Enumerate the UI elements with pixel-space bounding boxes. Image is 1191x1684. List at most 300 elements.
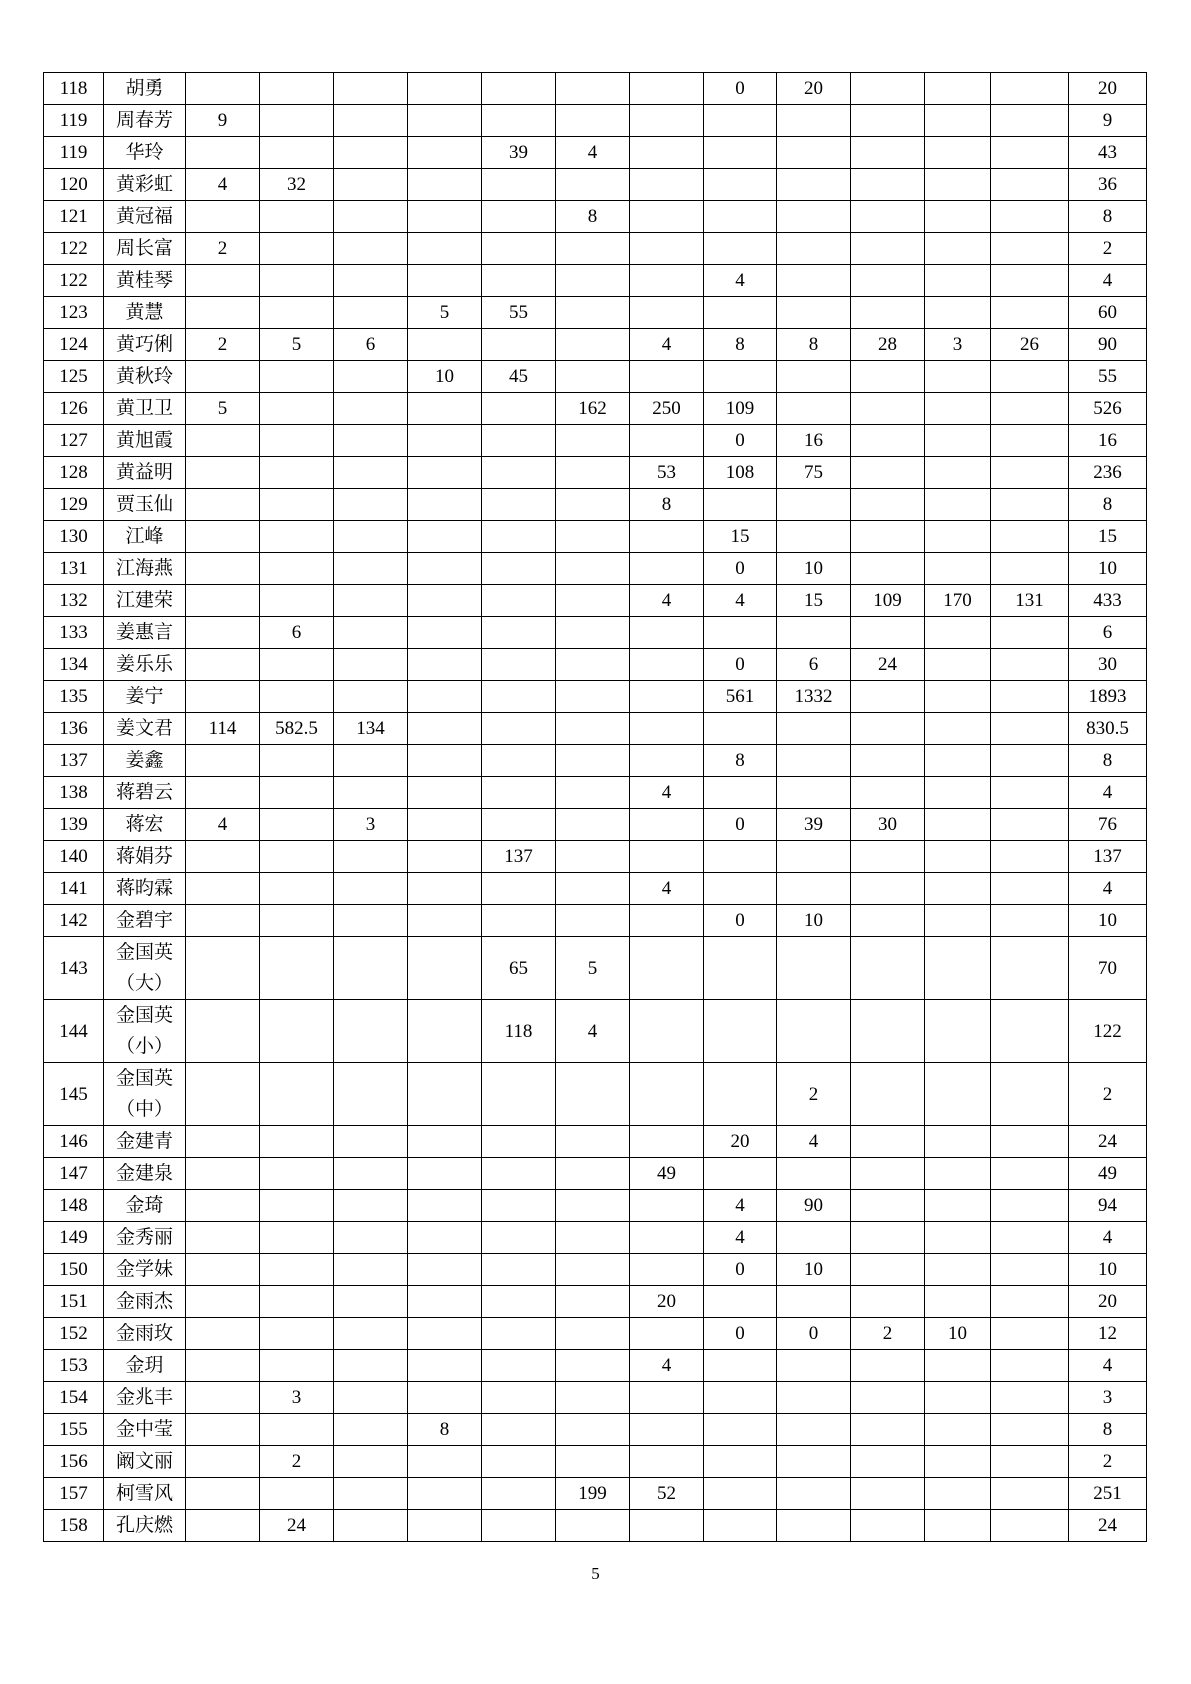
value-cell (334, 1414, 408, 1446)
row-number-cell: 133 (44, 617, 104, 649)
value-cell (556, 73, 630, 105)
value-cell (556, 105, 630, 137)
value-cell (556, 681, 630, 713)
value-cell (186, 553, 260, 585)
table-row (44, 1510, 1147, 1542)
name-cell (104, 1000, 186, 1063)
value-cell (408, 745, 482, 777)
value-cell: 39 (482, 137, 556, 169)
value-cell (260, 1478, 334, 1510)
value-cell (925, 617, 991, 649)
person-name: 周春芳 (115, 110, 173, 131)
value-cell (408, 169, 482, 201)
value-cell (482, 457, 556, 489)
name-cell (104, 233, 186, 265)
person-name: 姜宁 (125, 686, 164, 707)
value-cell (186, 1318, 260, 1350)
value-cell (334, 297, 408, 329)
total-cell: 24 (1069, 1126, 1147, 1158)
value-cell (851, 905, 925, 937)
total-cell: 251 (1069, 1478, 1147, 1510)
person-name: 金建青 (115, 1131, 173, 1152)
row-number-cell: 130 (44, 521, 104, 553)
value-cell (991, 201, 1069, 233)
table-row (44, 777, 1147, 809)
value-cell (408, 713, 482, 745)
value-cell (704, 1446, 777, 1478)
row-number-cell: 122 (44, 233, 104, 265)
person-name: 蒋碧云 (115, 782, 173, 803)
value-cell (260, 905, 334, 937)
value-cell: 0 (704, 553, 777, 585)
value-cell (556, 1158, 630, 1190)
value-cell (851, 713, 925, 745)
value-cell (991, 649, 1069, 681)
total-cell: 20 (1069, 73, 1147, 105)
table-row (44, 617, 1147, 649)
value-cell (260, 649, 334, 681)
value-cell (991, 937, 1069, 1000)
value-cell (556, 361, 630, 393)
value-cell (408, 905, 482, 937)
person-name: 江海燕 (115, 558, 173, 579)
value-cell (186, 1063, 260, 1126)
value-cell (777, 617, 851, 649)
total-cell: 137 (1069, 841, 1147, 873)
person-name: 黄卫卫 (115, 398, 173, 419)
value-cell (925, 1286, 991, 1318)
value-cell (556, 1446, 630, 1478)
value-cell (556, 1286, 630, 1318)
value-cell (630, 937, 704, 1000)
name-cell (104, 553, 186, 585)
value-cell: 5 (556, 937, 630, 1000)
person-name: 黄冠福 (115, 206, 173, 227)
name-cell (104, 1382, 186, 1414)
value-cell (408, 1222, 482, 1254)
value-cell (260, 841, 334, 873)
value-cell (991, 361, 1069, 393)
value-cell (991, 1063, 1069, 1126)
table-row (44, 233, 1147, 265)
value-cell (260, 265, 334, 297)
value-cell (991, 169, 1069, 201)
value-cell (851, 553, 925, 585)
value-cell (851, 937, 925, 1000)
table-row (44, 809, 1147, 841)
name-cell (104, 73, 186, 105)
name-cell (104, 1254, 186, 1286)
value-cell (851, 425, 925, 457)
value-cell (186, 201, 260, 233)
person-name: 黄旭霞 (115, 430, 173, 451)
total-cell: 9 (1069, 105, 1147, 137)
table-row (44, 457, 1147, 489)
value-cell (704, 1350, 777, 1382)
value-cell: 199 (556, 1478, 630, 1510)
value-cell (408, 681, 482, 713)
name-cell (104, 1318, 186, 1350)
value-cell (186, 905, 260, 937)
value-cell (556, 1222, 630, 1254)
value-cell: 4 (777, 1126, 851, 1158)
value-cell (334, 777, 408, 809)
value-cell: 4 (630, 329, 704, 361)
name-cell (104, 1222, 186, 1254)
value-cell (851, 297, 925, 329)
value-cell: 0 (704, 73, 777, 105)
value-cell: 131 (991, 585, 1069, 617)
value-cell (925, 841, 991, 873)
value-cell (186, 1414, 260, 1446)
name-cell (104, 617, 186, 649)
value-cell (260, 1350, 334, 1382)
value-cell (777, 1478, 851, 1510)
value-cell: 134 (334, 713, 408, 745)
value-cell (777, 105, 851, 137)
value-cell (704, 1382, 777, 1414)
row-number-cell: 146 (44, 1126, 104, 1158)
value-cell (925, 809, 991, 841)
value-cell (260, 553, 334, 585)
value-cell: 162 (556, 393, 630, 425)
value-cell (925, 201, 991, 233)
value-cell (704, 777, 777, 809)
data-table (43, 72, 1147, 1542)
table-row (44, 105, 1147, 137)
row-number-cell: 122 (44, 265, 104, 297)
value-cell (556, 1190, 630, 1222)
value-cell (851, 1222, 925, 1254)
total-cell: 24 (1069, 1510, 1147, 1542)
name-cell (104, 1158, 186, 1190)
value-cell (334, 265, 408, 297)
person-name: 金国英（中） (115, 1068, 173, 1120)
value-cell (482, 905, 556, 937)
value-cell (704, 841, 777, 873)
value-cell (630, 1318, 704, 1350)
value-cell: 118 (482, 1000, 556, 1063)
value-cell (630, 297, 704, 329)
value-cell (260, 1254, 334, 1286)
value-cell (482, 521, 556, 553)
value-cell (630, 1190, 704, 1222)
value-cell: 4 (556, 137, 630, 169)
row-number-cell: 119 (44, 137, 104, 169)
value-cell (851, 233, 925, 265)
value-cell (991, 1510, 1069, 1542)
value-cell (630, 1510, 704, 1542)
value-cell (260, 809, 334, 841)
value-cell (334, 841, 408, 873)
value-cell (186, 361, 260, 393)
value-cell: 3 (925, 329, 991, 361)
value-cell (186, 745, 260, 777)
value-cell: 10 (777, 553, 851, 585)
value-cell (186, 1286, 260, 1318)
value-cell (777, 297, 851, 329)
value-cell (260, 457, 334, 489)
value-cell (777, 521, 851, 553)
table-row (44, 1126, 1147, 1158)
value-cell (851, 1158, 925, 1190)
value-cell (334, 1446, 408, 1478)
value-cell (482, 1126, 556, 1158)
value-cell (334, 585, 408, 617)
value-cell (925, 873, 991, 905)
value-cell (925, 361, 991, 393)
person-name: 华玲 (125, 142, 164, 163)
value-cell (704, 361, 777, 393)
name-cell (104, 713, 186, 745)
value-cell (482, 425, 556, 457)
name-cell (104, 1446, 186, 1478)
value-cell (260, 1318, 334, 1350)
value-cell (260, 297, 334, 329)
value-cell (777, 873, 851, 905)
value-cell (991, 297, 1069, 329)
value-cell (408, 617, 482, 649)
value-cell (851, 1190, 925, 1222)
person-name: 姜文君 (115, 718, 173, 739)
table-row (44, 873, 1147, 905)
table-row (44, 1414, 1147, 1446)
value-cell (851, 169, 925, 201)
person-name: 阚文丽 (115, 1451, 173, 1472)
value-cell (991, 1286, 1069, 1318)
name-cell (104, 1190, 186, 1222)
value-cell (991, 1158, 1069, 1190)
value-cell (482, 873, 556, 905)
table-row (44, 937, 1147, 1000)
value-cell (925, 457, 991, 489)
value-cell (260, 777, 334, 809)
value-cell (260, 73, 334, 105)
name-cell (104, 201, 186, 233)
value-cell (186, 585, 260, 617)
value-cell (925, 745, 991, 777)
person-name: 孔庆燃 (115, 1515, 173, 1536)
value-cell (991, 1222, 1069, 1254)
value-cell (991, 457, 1069, 489)
value-cell (482, 1350, 556, 1382)
value-cell: 0 (777, 1318, 851, 1350)
value-cell: 0 (704, 425, 777, 457)
value-cell (334, 937, 408, 1000)
name-cell (104, 1414, 186, 1446)
value-cell (408, 1254, 482, 1286)
total-cell: 2 (1069, 1446, 1147, 1478)
value-cell (408, 1126, 482, 1158)
row-number-cell: 151 (44, 1286, 104, 1318)
table-body (44, 73, 1147, 1542)
value-cell (777, 393, 851, 425)
total-cell: 3 (1069, 1382, 1147, 1414)
row-number-cell: 141 (44, 873, 104, 905)
table-row (44, 681, 1147, 713)
value-cell (851, 1478, 925, 1510)
value-cell (260, 521, 334, 553)
value-cell (991, 1350, 1069, 1382)
value-cell (704, 1414, 777, 1446)
value-cell (925, 1254, 991, 1286)
row-number-cell: 140 (44, 841, 104, 873)
table-row (44, 553, 1147, 585)
value-cell (704, 169, 777, 201)
value-cell (408, 1000, 482, 1063)
value-cell (630, 521, 704, 553)
value-cell: 6 (260, 617, 334, 649)
value-cell: 561 (704, 681, 777, 713)
row-number-cell: 152 (44, 1318, 104, 1350)
value-cell (260, 1222, 334, 1254)
person-name: 周长富 (115, 238, 173, 259)
value-cell: 2 (186, 233, 260, 265)
value-cell (630, 681, 704, 713)
value-cell (556, 777, 630, 809)
row-number-cell: 126 (44, 393, 104, 425)
value-cell (991, 73, 1069, 105)
value-cell: 53 (630, 457, 704, 489)
value-cell (556, 233, 630, 265)
value-cell (991, 841, 1069, 873)
value-cell (925, 265, 991, 297)
value-cell (334, 521, 408, 553)
table-row (44, 1478, 1147, 1510)
row-number-cell: 135 (44, 681, 104, 713)
value-cell: 4 (186, 809, 260, 841)
row-number-cell: 155 (44, 1414, 104, 1446)
value-cell (260, 1286, 334, 1318)
value-cell (334, 745, 408, 777)
total-cell: 70 (1069, 937, 1147, 1000)
value-cell (777, 361, 851, 393)
value-cell (925, 649, 991, 681)
value-cell (925, 1158, 991, 1190)
value-cell (630, 105, 704, 137)
total-cell: 2 (1069, 1063, 1147, 1126)
value-cell (991, 1190, 1069, 1222)
value-cell (704, 1158, 777, 1190)
value-cell (408, 1350, 482, 1382)
value-cell (991, 105, 1069, 137)
name-cell (104, 777, 186, 809)
value-cell: 20 (704, 1126, 777, 1158)
table-row (44, 1382, 1147, 1414)
table-row (44, 1000, 1147, 1063)
value-cell (334, 1000, 408, 1063)
value-cell (630, 713, 704, 745)
value-cell (991, 393, 1069, 425)
value-cell (630, 905, 704, 937)
table-row (44, 1063, 1147, 1126)
value-cell (851, 265, 925, 297)
name-cell (104, 297, 186, 329)
value-cell (334, 1286, 408, 1318)
value-cell (482, 1286, 556, 1318)
value-cell: 0 (704, 649, 777, 681)
value-cell (991, 233, 1069, 265)
value-cell (482, 713, 556, 745)
value-cell (556, 905, 630, 937)
value-cell (260, 425, 334, 457)
value-cell (408, 425, 482, 457)
value-cell (777, 745, 851, 777)
total-cell: 8 (1069, 201, 1147, 233)
value-cell (556, 553, 630, 585)
value-cell (482, 1158, 556, 1190)
value-cell (186, 681, 260, 713)
person-name: 江建荣 (115, 590, 173, 611)
table-row (44, 745, 1147, 777)
value-cell (851, 841, 925, 873)
value-cell (482, 1318, 556, 1350)
value-cell (556, 745, 630, 777)
person-name: 金兆丰 (115, 1387, 173, 1408)
value-cell: 10 (777, 905, 851, 937)
value-cell (925, 521, 991, 553)
value-cell (556, 1414, 630, 1446)
value-cell: 8 (556, 201, 630, 233)
value-cell (556, 585, 630, 617)
value-cell (408, 201, 482, 233)
value-cell: 8 (704, 745, 777, 777)
value-cell (991, 905, 1069, 937)
value-cell: 10 (777, 1254, 851, 1286)
total-cell: 8 (1069, 489, 1147, 521)
row-number-cell: 134 (44, 649, 104, 681)
value-cell (704, 1478, 777, 1510)
value-cell (630, 841, 704, 873)
value-cell: 4 (704, 585, 777, 617)
value-cell: 9 (186, 105, 260, 137)
value-cell (991, 425, 1069, 457)
value-cell (851, 745, 925, 777)
value-cell (408, 1478, 482, 1510)
value-cell: 45 (482, 361, 556, 393)
value-cell (334, 105, 408, 137)
value-cell (851, 681, 925, 713)
value-cell (991, 1254, 1069, 1286)
value-cell (704, 1286, 777, 1318)
page-number: 5 (591, 1564, 600, 1583)
value-cell (630, 73, 704, 105)
value-cell (482, 1414, 556, 1446)
row-number-cell: 158 (44, 1510, 104, 1542)
value-cell (991, 553, 1069, 585)
value-cell (482, 201, 556, 233)
value-cell (260, 937, 334, 1000)
row-number-cell: 143 (44, 937, 104, 1000)
value-cell (408, 553, 482, 585)
value-cell (777, 1382, 851, 1414)
value-cell (851, 105, 925, 137)
value-cell (334, 1190, 408, 1222)
value-cell: 5 (408, 297, 482, 329)
value-cell (704, 105, 777, 137)
value-cell (777, 233, 851, 265)
value-cell (777, 1446, 851, 1478)
name-cell (104, 329, 186, 361)
value-cell (334, 201, 408, 233)
value-cell (260, 489, 334, 521)
value-cell (704, 489, 777, 521)
value-cell (334, 457, 408, 489)
value-cell (334, 1158, 408, 1190)
value-cell (851, 457, 925, 489)
table-row (44, 1222, 1147, 1254)
value-cell (991, 1126, 1069, 1158)
